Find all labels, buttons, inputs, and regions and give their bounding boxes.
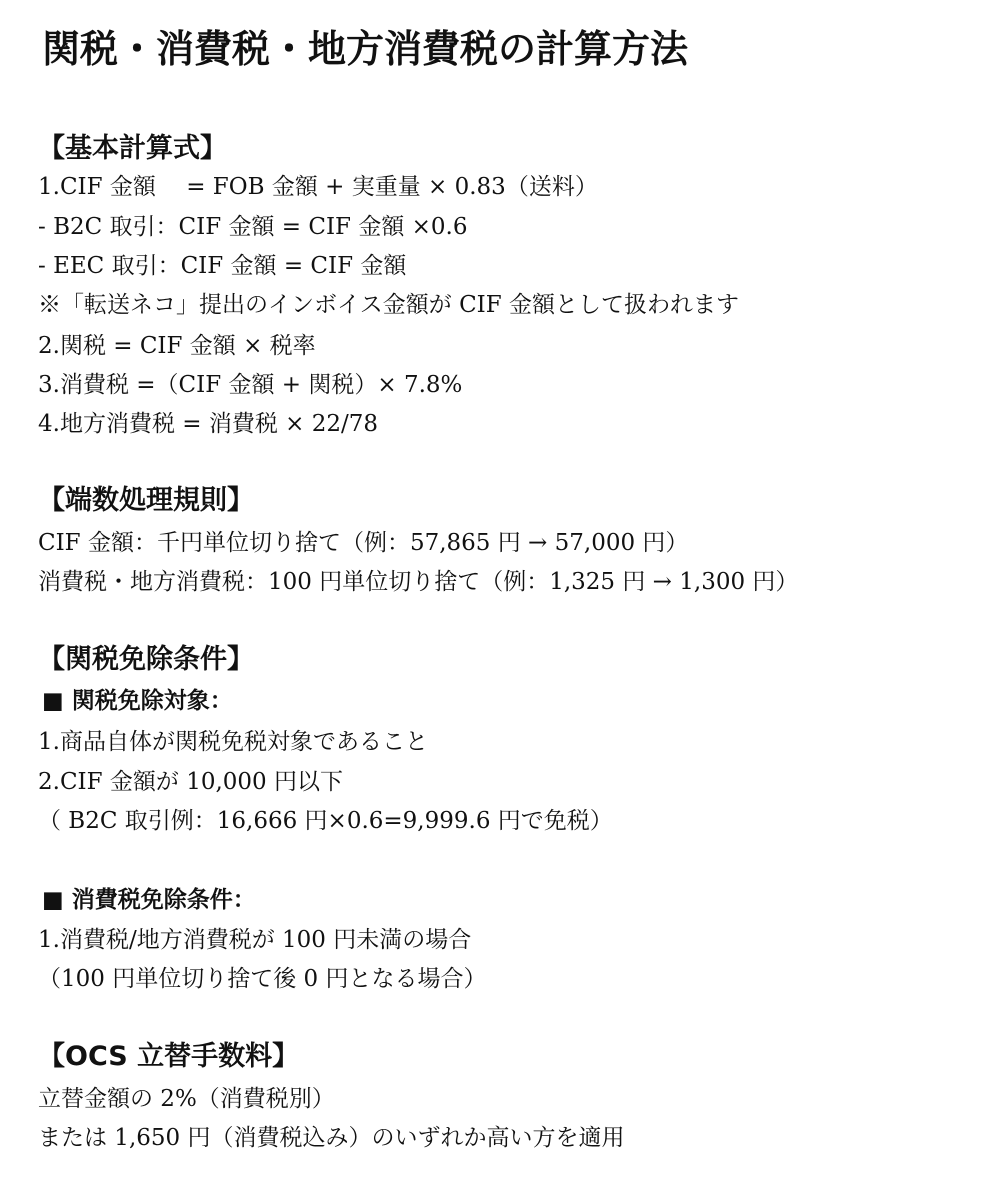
rounding-line: 消費税・地方消費税：100 円単位切り捨て（例：1,325 円 → 1,300 円） <box>38 569 799 595</box>
section-heading-basic-formula: 【基本計算式】 <box>38 133 227 164</box>
page-title: 関税・消費税・地方消費税の計算方法 <box>42 27 689 71</box>
exemption-example: （ B2C 取引例：16,666 円×0.6=9,999.6 円で免税） <box>38 808 613 834</box>
fee-line: 立替金額の 2%（消費税別） <box>38 1086 335 1112</box>
formula-line: 2.関税 = CIF 金額 × 税率 <box>38 333 316 359</box>
formula-line: 4.地方消費税 = 消費税 × 22/78 <box>38 411 379 437</box>
formula-line: - EEC 取引：CIF 金額 = CIF 金額 <box>38 253 407 279</box>
formula-line: - B2C 取引：CIF 金額 = CIF 金額 ×0.6 <box>38 214 468 240</box>
formula-line: 3.消費税 =（CIF 金額 + 関税）× 7.8% <box>38 372 463 398</box>
exemption-line: 1.消費税/地方消費税が 100 円未満の場合 <box>38 927 472 953</box>
exemption-line: 2.CIF 金額が 10,000 円以下 <box>38 769 343 795</box>
fee-line: または 1,650 円（消費税込み）のいずれか高い方を適用 <box>38 1125 625 1151</box>
formula-note: ※「転送ネコ」提出のインボイス金額が CIF 金額として扱われます <box>38 292 740 318</box>
subheading-customs-exemption: ■ 関税免除対象： <box>42 688 233 714</box>
exemption-note: （100 円単位切り捨て後 0 円となる場合） <box>38 966 487 992</box>
exemption-line: 1.商品自体が関税免税対象であること <box>38 729 428 755</box>
subheading-consumption-exemption: ■ 消費税免除条件： <box>42 887 256 913</box>
section-heading-exemption: 【関税免除条件】 <box>38 644 254 675</box>
rounding-line: CIF 金額：千円単位切り捨て（例：57,865 円 → 57,000 円） <box>38 530 689 556</box>
section-heading-ocs-fee: 【OCS 立替手数料】 <box>38 1041 300 1072</box>
section-heading-rounding: 【端数処理規則】 <box>38 485 254 516</box>
formula-line: 1.CIF 金額 = FOB 金額 + 実重量 × 0.83（送料） <box>38 174 598 200</box>
